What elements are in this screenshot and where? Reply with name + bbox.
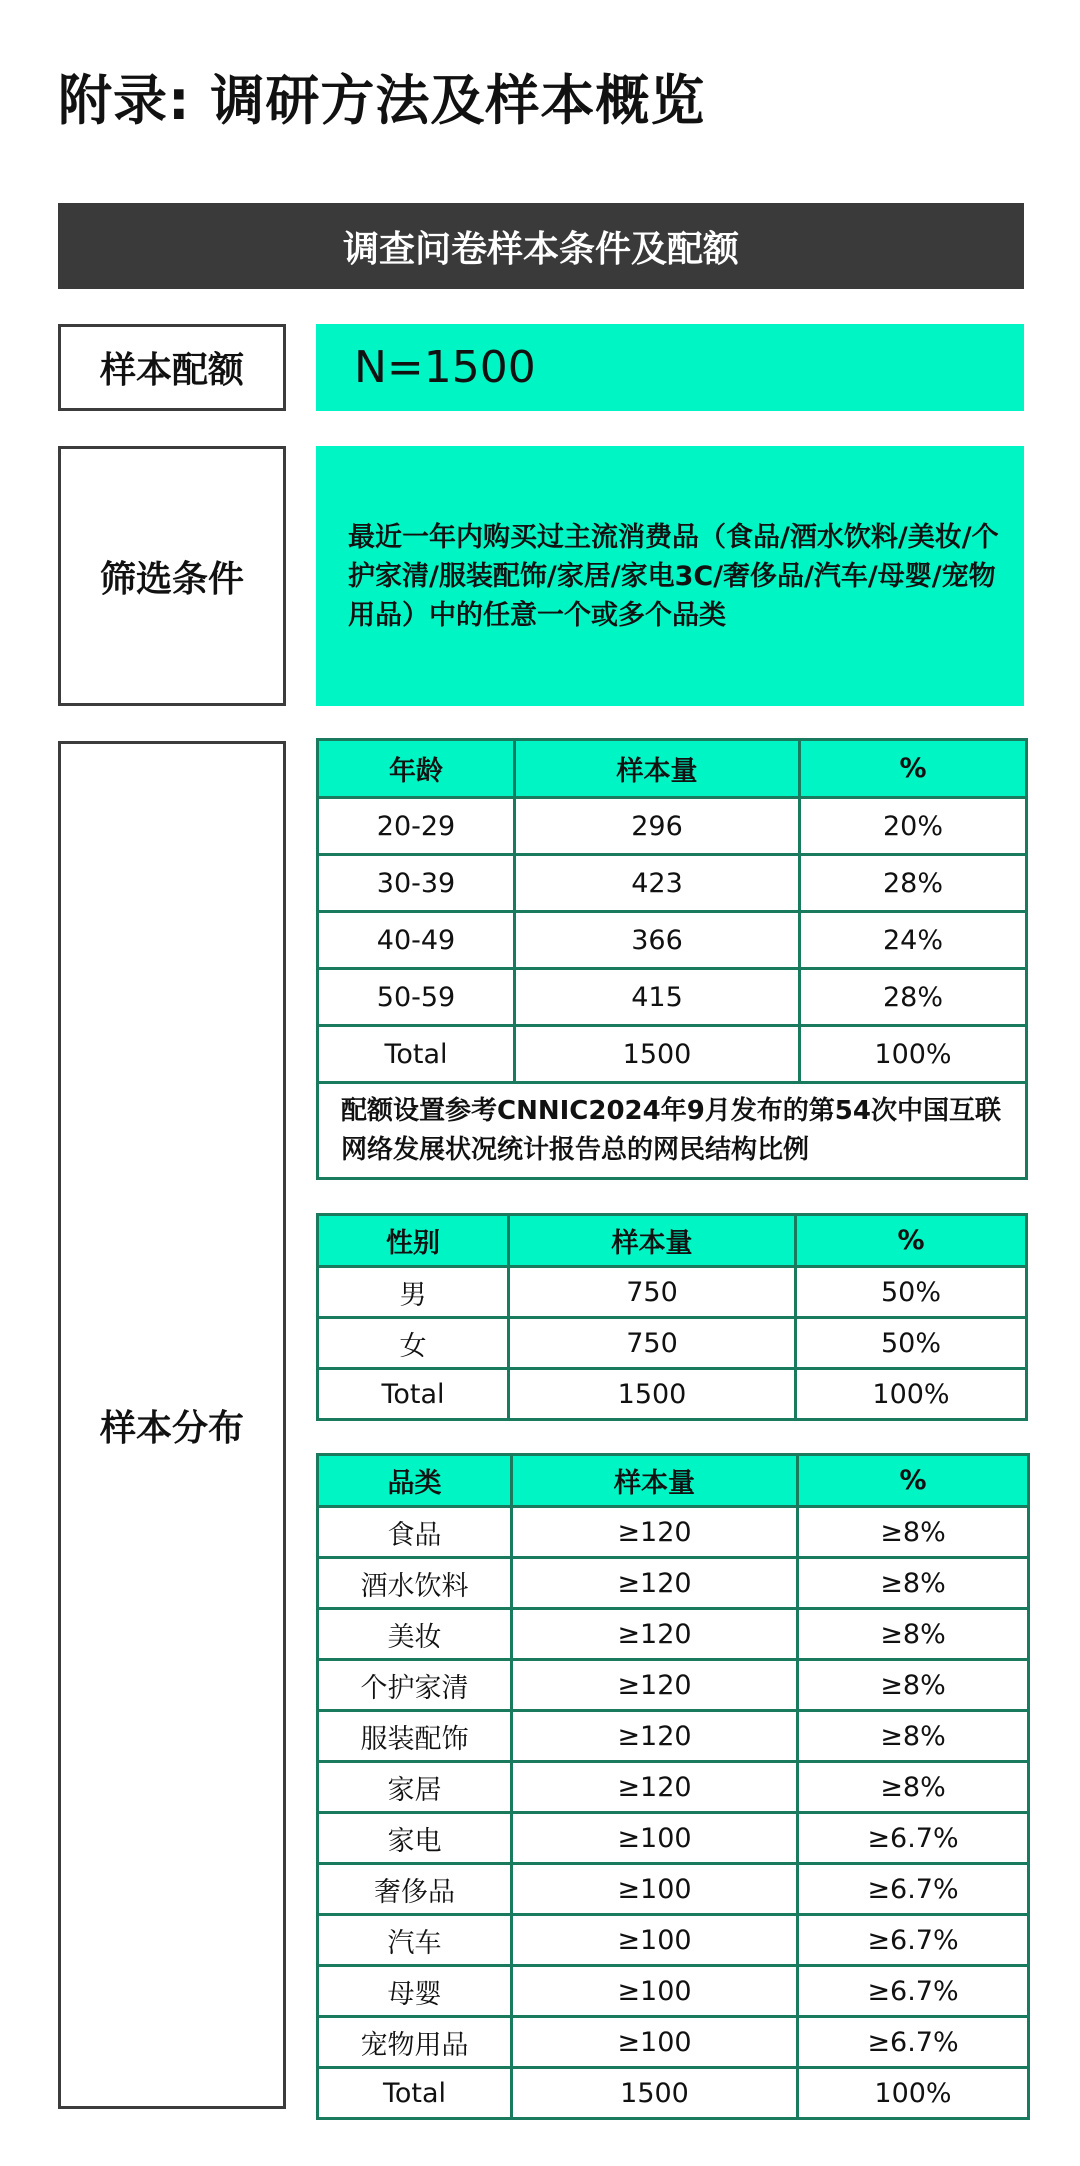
section-header: 调查问卷样本条件及配额 [58, 203, 1024, 289]
table-row [318, 1369, 1027, 1420]
table-row [318, 1318, 1027, 1369]
table-cell: ≥100 [512, 1966, 798, 2017]
table-cell: 1500 [509, 1369, 796, 1420]
table-cell: 女 [318, 1318, 509, 1369]
gender-table [316, 1213, 1028, 1421]
category-table [316, 1453, 1030, 2120]
table-cell: 奢侈品 [318, 1864, 512, 1915]
table-cell: 家电 [318, 1813, 512, 1864]
table-cell: 1500 [512, 2068, 798, 2119]
table-row [318, 969, 1027, 1026]
quota-value: N=1500 [316, 324, 1024, 411]
table-cell: 423 [515, 855, 800, 912]
table-cell: ≥6.7% [798, 1966, 1029, 2017]
table-cell: ≥8% [798, 1558, 1029, 1609]
table-cell: ≥100 [512, 2017, 798, 2068]
table-cell: 男 [318, 1267, 509, 1318]
table-row [318, 1813, 1029, 1864]
table-row [318, 798, 1027, 855]
table-row [318, 1711, 1029, 1762]
table-cell: ≥120 [512, 1660, 798, 1711]
table-row [318, 2017, 1029, 2068]
table-cell: 24% [800, 912, 1027, 969]
table-row [318, 1267, 1027, 1318]
table-cell: ≥100 [512, 1915, 798, 1966]
table-cell: ≥120 [512, 1609, 798, 1660]
table-cell: 宠物用品 [318, 2017, 512, 2068]
table-cell: ≥100 [512, 1864, 798, 1915]
table-row [318, 2068, 1029, 2119]
table-cell: 汽车 [318, 1915, 512, 1966]
table-cell: 750 [509, 1267, 796, 1318]
table-cell: 50% [796, 1318, 1027, 1369]
column-header: 品类 [318, 1455, 512, 1507]
table-row [318, 1609, 1029, 1660]
table-row [318, 855, 1027, 912]
column-header: % [798, 1455, 1029, 1507]
table-cell: Total [318, 2068, 512, 2119]
table-cell: 30-39 [318, 855, 515, 912]
table-cell: ≥120 [512, 1762, 798, 1813]
table-cell: ≥8% [798, 1762, 1029, 1813]
table-cell: ≥120 [512, 1711, 798, 1762]
table-cell: 415 [515, 969, 800, 1026]
table-row [318, 1864, 1029, 1915]
table-cell: 个护家清 [318, 1660, 512, 1711]
table-row [318, 1507, 1029, 1558]
table-header-row [318, 740, 1027, 798]
table-cell: 366 [515, 912, 800, 969]
table-row [318, 1966, 1029, 2017]
table-cell: 美妆 [318, 1609, 512, 1660]
table-cell: ≥6.7% [798, 1813, 1029, 1864]
column-header: 样本量 [515, 740, 800, 798]
table-cell: 50-59 [318, 969, 515, 1026]
table-cell: 28% [800, 855, 1027, 912]
table-cell: 28% [800, 969, 1027, 1026]
table-cell: ≥6.7% [798, 2017, 1029, 2068]
table-row [318, 1915, 1029, 1966]
table-cell: 食品 [318, 1507, 512, 1558]
table-cell: ≥8% [798, 1609, 1029, 1660]
page-title: 附录: 调研方法及样本概览 [58, 69, 706, 132]
table-cell: ≥8% [798, 1660, 1029, 1711]
table-cell: 20% [800, 798, 1027, 855]
column-header: 年龄 [318, 740, 515, 798]
table-cell: 750 [509, 1318, 796, 1369]
table-cell: ≥8% [798, 1711, 1029, 1762]
table-cell: 40-49 [318, 912, 515, 969]
column-header: % [800, 740, 1027, 798]
age-table [316, 738, 1028, 1180]
table-cell: Total [318, 1369, 509, 1420]
table-cell: 100% [800, 1026, 1027, 1083]
table-header-row [318, 1455, 1029, 1507]
table-cell: 家居 [318, 1762, 512, 1813]
table-cell: ≥6.7% [798, 1915, 1029, 1966]
table-cell: 1500 [515, 1026, 800, 1083]
distribution-label: 样本分布 [58, 741, 286, 2109]
table-header-row [318, 1215, 1027, 1267]
table-cell: 100% [796, 1369, 1027, 1420]
table-cell: 296 [515, 798, 800, 855]
column-header: 样本量 [509, 1215, 796, 1267]
table-cell: ≥120 [512, 1558, 798, 1609]
table-cell: 20-29 [318, 798, 515, 855]
table-row [318, 1026, 1027, 1083]
filter-label: 筛选条件 [58, 446, 286, 706]
table-row [318, 1762, 1029, 1813]
table-cell: 母婴 [318, 1966, 512, 2017]
table-row [318, 1558, 1029, 1609]
table-cell: 服装配饰 [318, 1711, 512, 1762]
table-cell: 酒水饮料 [318, 1558, 512, 1609]
column-header: 样本量 [512, 1455, 798, 1507]
quota-label: 样本配额 [58, 324, 286, 411]
table-cell: ≥6.7% [798, 1864, 1029, 1915]
column-header: % [796, 1215, 1027, 1267]
filter-value: 最近一年内购买过主流消费品（食品/酒水饮料/美妆/个护家清/服装配饰/家居/家电3C/奢侈品/汽车/母婴/宠物用品）中的任意一个或多个品类 [316, 446, 1024, 706]
table-cell: 100% [798, 2068, 1029, 2119]
table-cell: 50% [796, 1267, 1027, 1318]
table-row [318, 912, 1027, 969]
table-note: 配额设置参考CNNIC2024年9月发布的第54次中国互联网络发展状况统计报告总的网民结构比例 [318, 1083, 1027, 1179]
table-cell: ≥8% [798, 1507, 1029, 1558]
table-note-row [318, 1083, 1027, 1179]
table-row [318, 1660, 1029, 1711]
column-header: 性别 [318, 1215, 509, 1267]
table-cell: ≥100 [512, 1813, 798, 1864]
table-cell: ≥120 [512, 1507, 798, 1558]
table-cell: Total [318, 1026, 515, 1083]
